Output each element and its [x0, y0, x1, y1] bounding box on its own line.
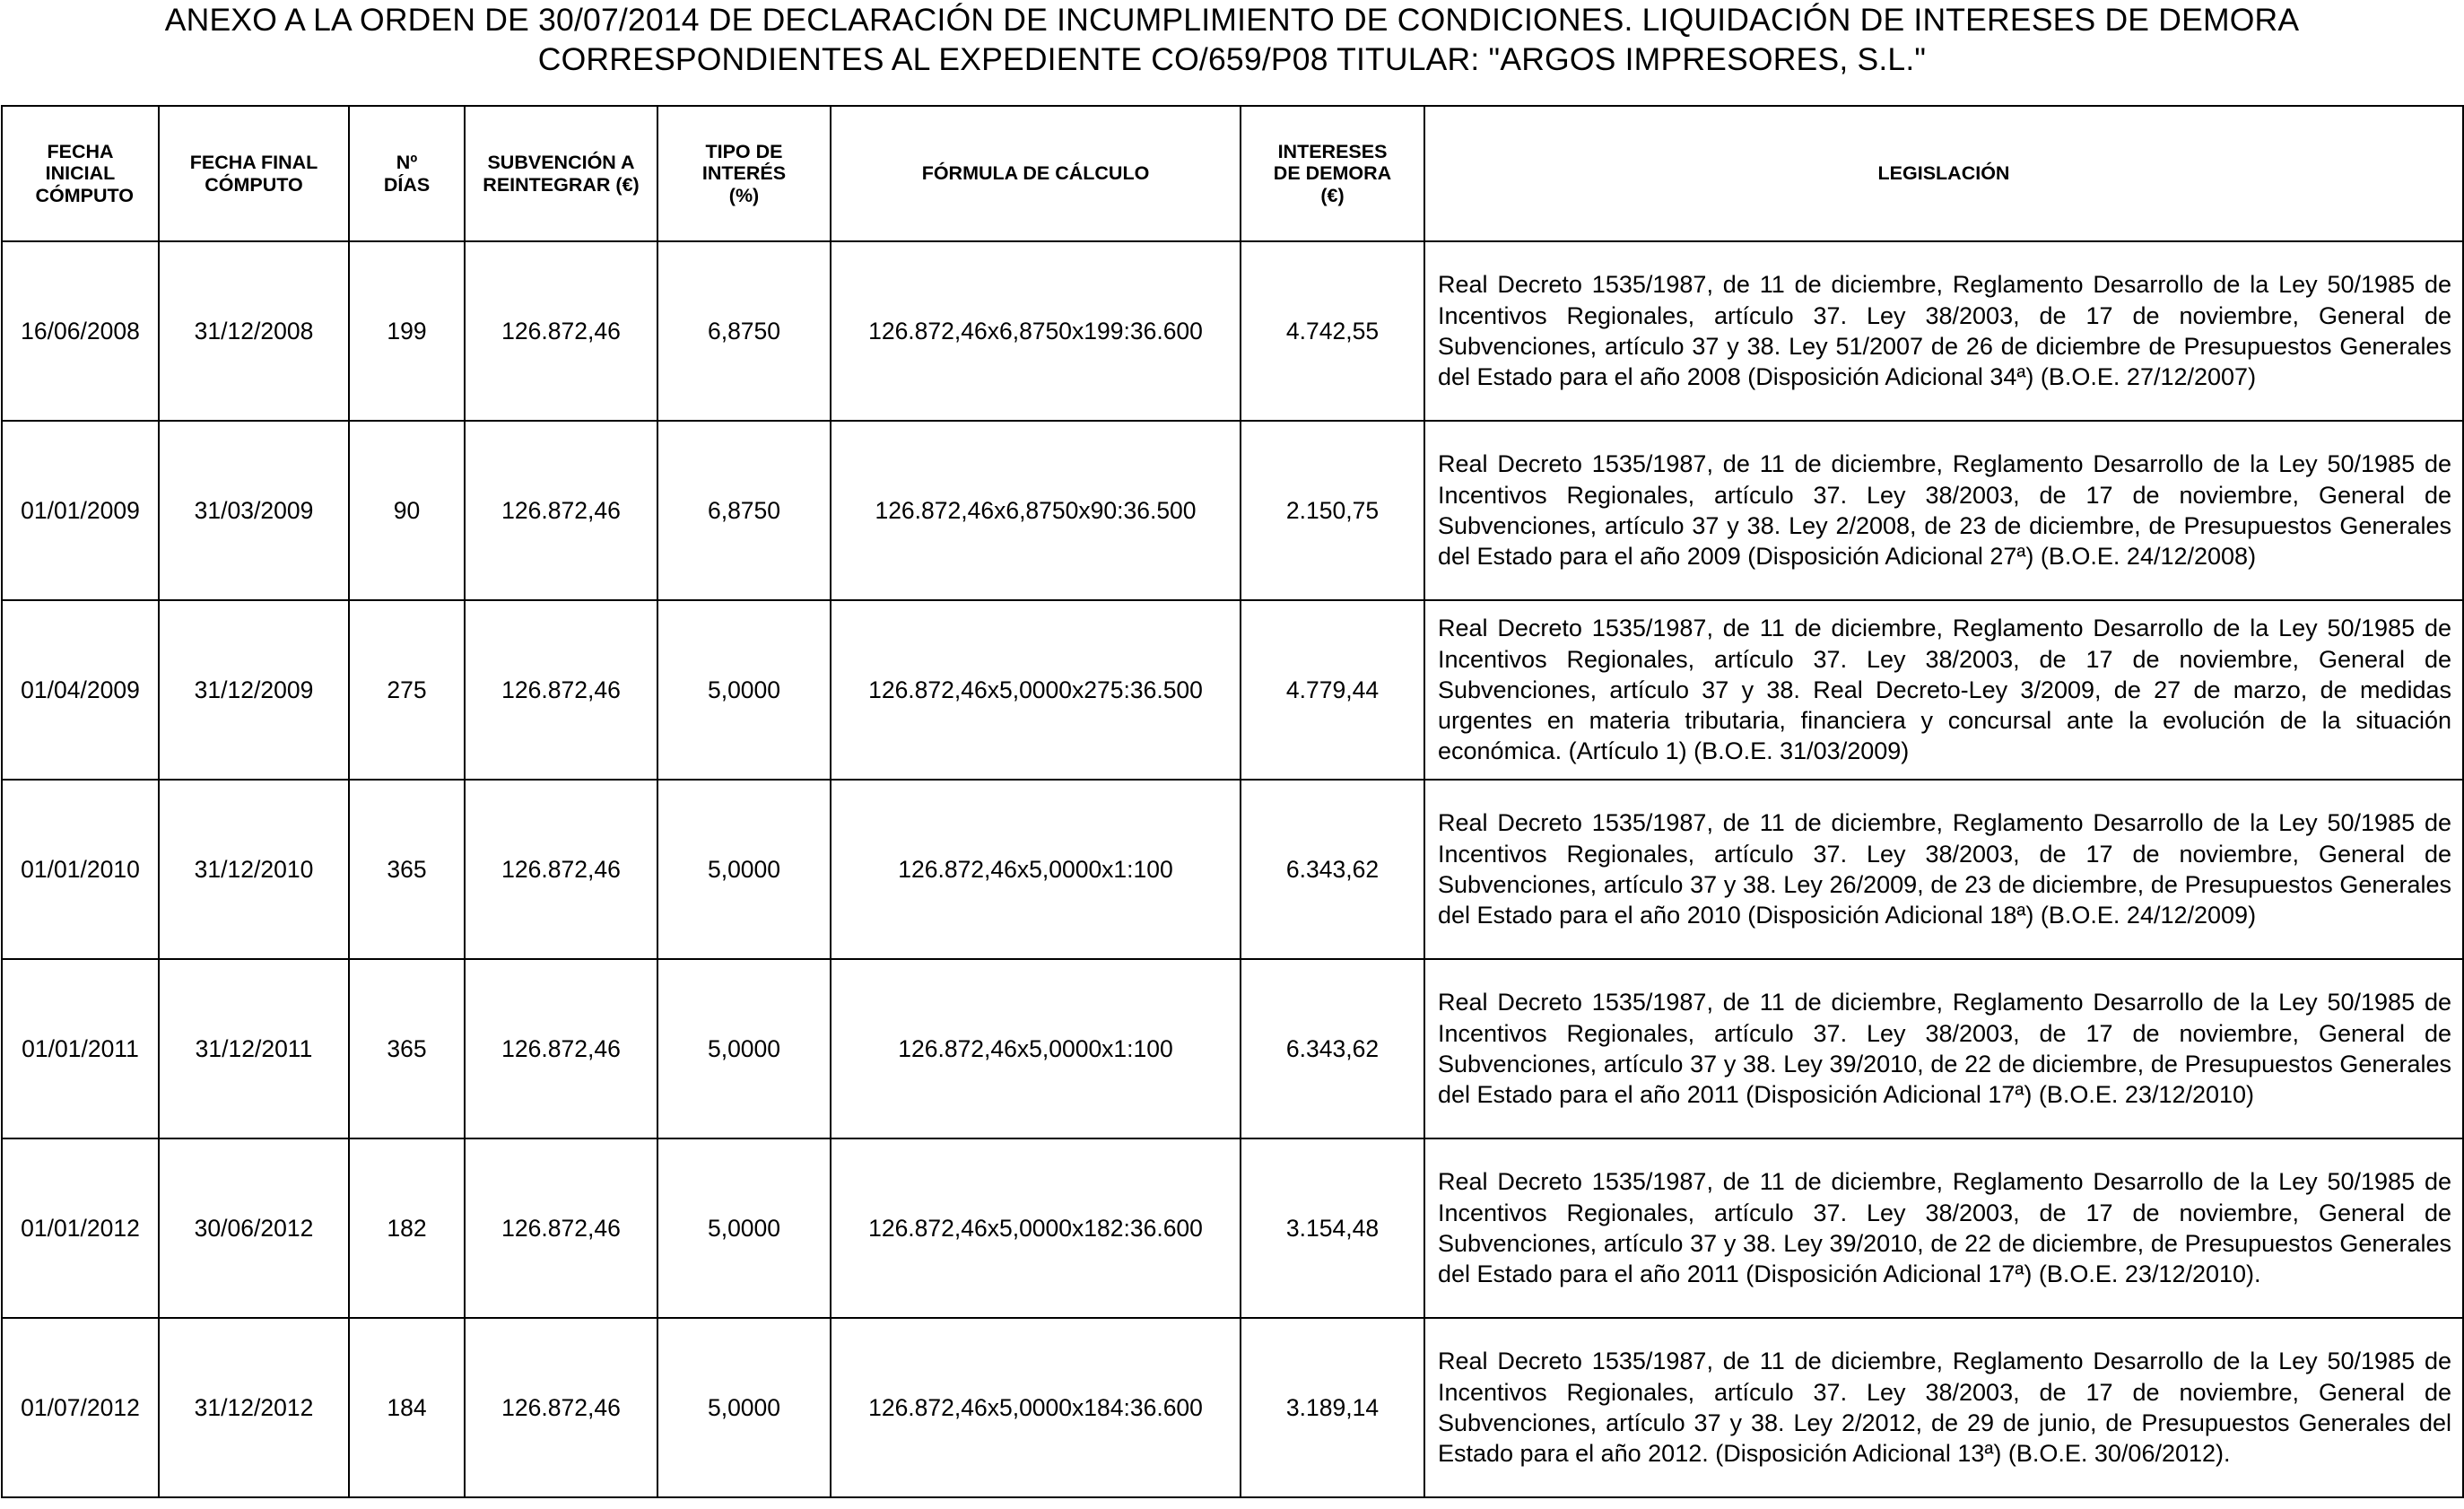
header-subvencion: SUBVENCIÓN A REINTEGRAR (€): [465, 106, 657, 241]
cell-tipo: 5,0000: [657, 959, 831, 1138]
cell-intereses: 3.154,48: [1241, 1138, 1424, 1318]
header-intereses: INTERESES DE DEMORA (€): [1241, 106, 1424, 241]
cell-fecha-inicial: 01/01/2011: [2, 959, 159, 1138]
cell-subvencion: 126.872,46: [465, 421, 657, 600]
cell-legislacion: [1424, 421, 2463, 600]
cell-formula: 126.872,46x5,0000x275:36.500: [831, 600, 1241, 780]
cell-formula: 126.872,46x6,8750x90:36.500: [831, 421, 1241, 600]
cell-fecha-final: 31/12/2012: [159, 1318, 349, 1497]
legislacion-text: Real Decreto 1535/1987, de 11 de diciembre, Reglamento Desarrollo de la Ley 50/1985 de Incentivos Regionales, artículo 37. Ley 38/2003, de 17 de noviembre, General de Subvenciones, artículo 37 y 38. Ley 2/2012, de 29 de junio, de Presupuestos Generales del Estado para el año 2012. (Disposición Adicional 13ª) (B.O.E. 30/06/2012).: [1438, 1348, 2451, 1468]
cell-intereses: 3.189,14: [1241, 1318, 1424, 1497]
cell-tipo: 5,0000: [657, 780, 831, 959]
legislacion-text: Real Decreto 1535/1987, de 11 de diciembre, Reglamento Desarrollo de la Ley 50/1985 de Incentivos Regionales, artículo 37. Ley 38/2003, de 17 de noviembre, General de Subvenciones, artículo 37 y 38. Ley 39/2010, de 22 de diciembre, de Presupuestos Generales del Estado para el año 2011 (Disposición Adicional 17ª) (B.O.E. 23/12/2010).: [1438, 1168, 2451, 1288]
cell-legislacion: [1424, 1138, 2463, 1318]
cell-fecha-inicial: 01/01/2012: [2, 1138, 159, 1318]
cell-subvencion: 126.872,46: [465, 959, 657, 1138]
legislacion-text: Real Decreto 1535/1987, de 11 de diciembre, Reglamento Desarrollo de la Ley 50/1985 de Incentivos Regionales, artículo 37. Ley 38/2003, de 17 de noviembre, General de Subvenciones, artículo 37 y 38. Ley 26/2009, de 23 de diciembre, de Presupuestos Generales del Estado para el año 2010 (Disposición Adicional 18ª) (B.O.E. 24/12/2009): [1438, 809, 2451, 929]
cell-dias: 184: [349, 1318, 465, 1497]
document-title: [0, 0, 2464, 79]
cell-intereses: 4.742,55: [1241, 241, 1424, 421]
cell-formula: 126.872,46x5,0000x1:100: [831, 780, 1241, 959]
table-row: [2, 780, 2463, 959]
cell-tipo: 5,0000: [657, 1318, 831, 1497]
cell-formula: 126.872,46x5,0000x184:36.600: [831, 1318, 1241, 1497]
cell-fecha-final: 31/03/2009: [159, 421, 349, 600]
cell-tipo: 5,0000: [657, 1138, 831, 1318]
cell-dias: 365: [349, 780, 465, 959]
header-fecha-final: FECHA FINAL CÓMPUTO: [159, 106, 349, 241]
cell-fecha-inicial: 01/07/2012: [2, 1318, 159, 1497]
header-row: [2, 106, 2463, 241]
title-line-2: CORRESPONDIENTES AL EXPEDIENTE CO/659/P08 TITULAR: "ARGOS IMPRESORES, S.L.": [537, 41, 1927, 77]
cell-tipo: 6,8750: [657, 421, 831, 600]
cell-legislacion: [1424, 241, 2463, 421]
cell-legislacion: [1424, 959, 2463, 1138]
interest-table: [1, 105, 2464, 1498]
header-tipo: TIPO DE INTERÉS (%): [657, 106, 831, 241]
cell-formula: 126.872,46x5,0000x1:100: [831, 959, 1241, 1138]
cell-subvencion: 126.872,46: [465, 1138, 657, 1318]
cell-formula: 126.872,46x6,8750x199:36.600: [831, 241, 1241, 421]
cell-formula: 126.872,46x5,0000x182:36.600: [831, 1138, 1241, 1318]
header-formula: FÓRMULA DE CÁLCULO: [831, 106, 1241, 241]
cell-dias: 365: [349, 959, 465, 1138]
cell-subvencion: 126.872,46: [465, 1318, 657, 1497]
cell-tipo: 5,0000: [657, 600, 831, 780]
legislacion-text: Real Decreto 1535/1987, de 11 de diciembre, Reglamento Desarrollo de la Ley 50/1985 de Incentivos Regionales, artículo 37. Ley 38/2003, de 17 de noviembre, General de Subvenciones, artículo 37 y 38. Ley 2/2008, de 23 de diciembre, de Presupuestos Generales del Estado para el año 2009 (Disposición Adicional 27ª) (B.O.E. 24/12/2008): [1438, 450, 2451, 571]
cell-subvencion: 126.872,46: [465, 600, 657, 780]
cell-legislacion: [1424, 780, 2463, 959]
cell-intereses: 6.343,62: [1241, 959, 1424, 1138]
table-row: [2, 600, 2463, 780]
table-body: [2, 241, 2463, 1497]
cell-legislacion: [1424, 1318, 2463, 1497]
cell-fecha-inicial: 01/04/2009: [2, 600, 159, 780]
cell-fecha-inicial: 01/01/2009: [2, 421, 159, 600]
cell-dias: 90: [349, 421, 465, 600]
cell-fecha-final: 30/06/2012: [159, 1138, 349, 1318]
cell-subvencion: 126.872,46: [465, 780, 657, 959]
header-legislacion: LEGISLACIÓN: [1424, 106, 2463, 241]
cell-fecha-final: 31/12/2008: [159, 241, 349, 421]
cell-dias: 199: [349, 241, 465, 421]
legislacion-text: Real Decreto 1535/1987, de 11 de diciembre, Reglamento Desarrollo de la Ley 50/1985 de Incentivos Regionales, artículo 37. Ley 38/2003, de 17 de noviembre, General de Subvenciones, artículo 37 y 38. Ley 51/2007 de 26 de diciembre de Presupuestos Generales del Estado para el año 2008 (Disposición Adicional 34ª) (B.O.E. 27/12/2007): [1438, 271, 2451, 391]
cell-legislacion: [1424, 600, 2463, 780]
cell-tipo: 6,8750: [657, 241, 831, 421]
table-row: [2, 1318, 2463, 1497]
table-row: [2, 241, 2463, 421]
cell-dias: 182: [349, 1138, 465, 1318]
cell-fecha-final: 31/12/2009: [159, 600, 349, 780]
header-fecha-inicial: FECHA INICIAL CÓMPUTO: [2, 106, 159, 241]
cell-fecha-final: 31/12/2010: [159, 780, 349, 959]
legislacion-text: Real Decreto 1535/1987, de 11 de diciembre, Reglamento Desarrollo de la Ley 50/1985 de Incentivos Regionales, artículo 37. Ley 38/2003, de 17 de noviembre, General de Subvenciones, artículo 37 y 38. Real Decreto-Ley 3/2009, de 27 de marzo, de medidas urgentes en materia tributaria, financiera y concursal ante la evolución de la situación económica. (Artículo 1) (B.O.E. 31/03/2009): [1438, 615, 2451, 765]
header-dias: Nº DÍAS: [349, 106, 465, 241]
cell-subvencion: 126.872,46: [465, 241, 657, 421]
table-row: [2, 421, 2463, 600]
legislacion-text: Real Decreto 1535/1987, de 11 de diciembre, Reglamento Desarrollo de la Ley 50/1985 de Incentivos Regionales, artículo 37. Ley 38/2003, de 17 de noviembre, General de Subvenciones, artículo 37 y 38. Ley 39/2010, de 22 de diciembre, de Presupuestos Generales del Estado para el año 2011 (Disposición Adicional 17ª) (B.O.E. 23/12/2010): [1438, 989, 2451, 1109]
table-row: [2, 959, 2463, 1138]
title-line-1: ANEXO A LA ORDEN DE 30/07/2014 DE DECLARACIÓN DE INCUMPLIMIENTO DE CONDICIONES. LIQUIDACIÓN DE INTERESES DE DEMORA: [164, 2, 2300, 38]
cell-intereses: 6.343,62: [1241, 780, 1424, 959]
cell-fecha-inicial: 16/06/2008: [2, 241, 159, 421]
cell-intereses: 4.779,44: [1241, 600, 1424, 780]
cell-dias: 275: [349, 600, 465, 780]
cell-intereses: 2.150,75: [1241, 421, 1424, 600]
table-row: [2, 1138, 2463, 1318]
cell-fecha-inicial: 01/01/2010: [2, 780, 159, 959]
cell-fecha-final: 31/12/2011: [159, 959, 349, 1138]
